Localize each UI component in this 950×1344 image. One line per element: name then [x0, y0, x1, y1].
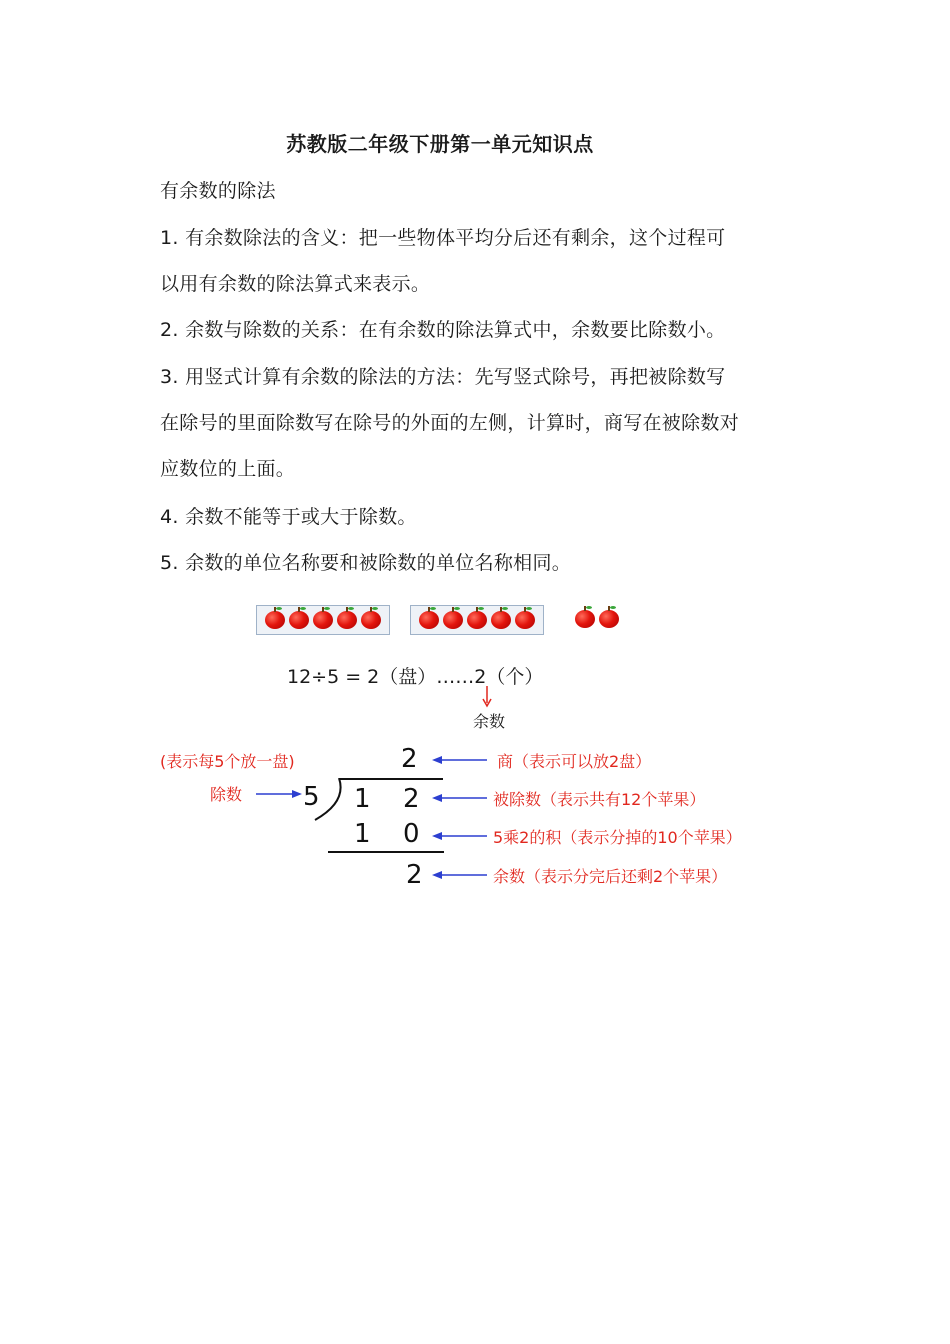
- remainder-arrow-icon: [481, 686, 493, 708]
- remainder-label: 余数: [473, 712, 506, 731]
- quotient-note: 商（表示可以放2盘）: [497, 752, 652, 771]
- divisor-label: 除数: [210, 785, 243, 804]
- division-equation: 12÷5 = 2（盘）……2（个）: [287, 666, 544, 688]
- apple-icon: [289, 611, 309, 629]
- arrow-right-icon: [256, 788, 304, 800]
- point-3-line-3: 应数位的上面。: [160, 458, 296, 480]
- arrow-left-icon: [432, 830, 488, 842]
- divisor-meaning-note: (表示每5个放一盘): [160, 752, 295, 771]
- apple-icon: [467, 611, 487, 629]
- apple-icon: [491, 611, 511, 629]
- point-5: 5. 余数的单位名称要和被除数的单位名称相同。: [160, 552, 572, 574]
- dividend-note: 被除数（表示共有12个苹果）: [493, 790, 706, 809]
- remainder-digit: 2: [406, 860, 423, 890]
- product-ones-digit: 0: [403, 819, 420, 849]
- apple-icon: [265, 611, 285, 629]
- point-2: 2. 余数与除数的关系：在有余数的除法算式中，余数要比除数小。: [160, 319, 726, 341]
- apple-plate-2: [410, 605, 544, 635]
- point-3-line-1: 3. 用竖式计算有余数的除法的方法：先写竖式除号，再把被除数写: [160, 366, 726, 388]
- product-tens-digit: 1: [354, 819, 371, 849]
- point-4: 4. 余数不能等于或大于除数。: [160, 506, 417, 528]
- arrow-left-icon: [432, 869, 488, 881]
- apple-icon: [575, 610, 595, 628]
- apple-icon: [313, 611, 333, 629]
- product-note: 5乘2的积（表示分掉的10个苹果）: [493, 828, 742, 847]
- point-3-line-2: 在除号的里面除数写在除号的外面的左侧，计算时，商写在被除数对: [160, 412, 740, 434]
- apple-icon: [361, 611, 381, 629]
- page-title: 苏教版二年级下册第一单元知识点: [286, 132, 594, 156]
- quotient-digit: 2: [401, 744, 418, 774]
- subtraction-line: [328, 851, 444, 853]
- division-bar: [340, 778, 443, 780]
- divisor-digit: 5: [303, 782, 320, 812]
- apple-icon: [599, 610, 619, 628]
- apple-icon: [337, 611, 357, 629]
- apple-plate-1: [256, 605, 390, 635]
- dividend-tens-digit: 1: [354, 784, 371, 814]
- section-heading: 有余数的除法: [160, 180, 276, 202]
- apple-icon: [419, 611, 439, 629]
- apple-icon: [515, 611, 535, 629]
- point-1-line-2: 以用有余数的除法算式来表示。: [160, 273, 431, 295]
- arrow-left-icon: [432, 754, 488, 766]
- remainder-note: 余数（表示分完后还剩2个苹果）: [493, 867, 728, 886]
- point-1-line-1: 1. 有余数除法的含义：把一些物体平均分后还有剩余，这个过程可: [160, 227, 726, 249]
- arrow-left-icon: [432, 792, 488, 804]
- dividend-ones-digit: 2: [403, 784, 420, 814]
- leftover-apples: [575, 605, 619, 633]
- apple-icon: [443, 611, 463, 629]
